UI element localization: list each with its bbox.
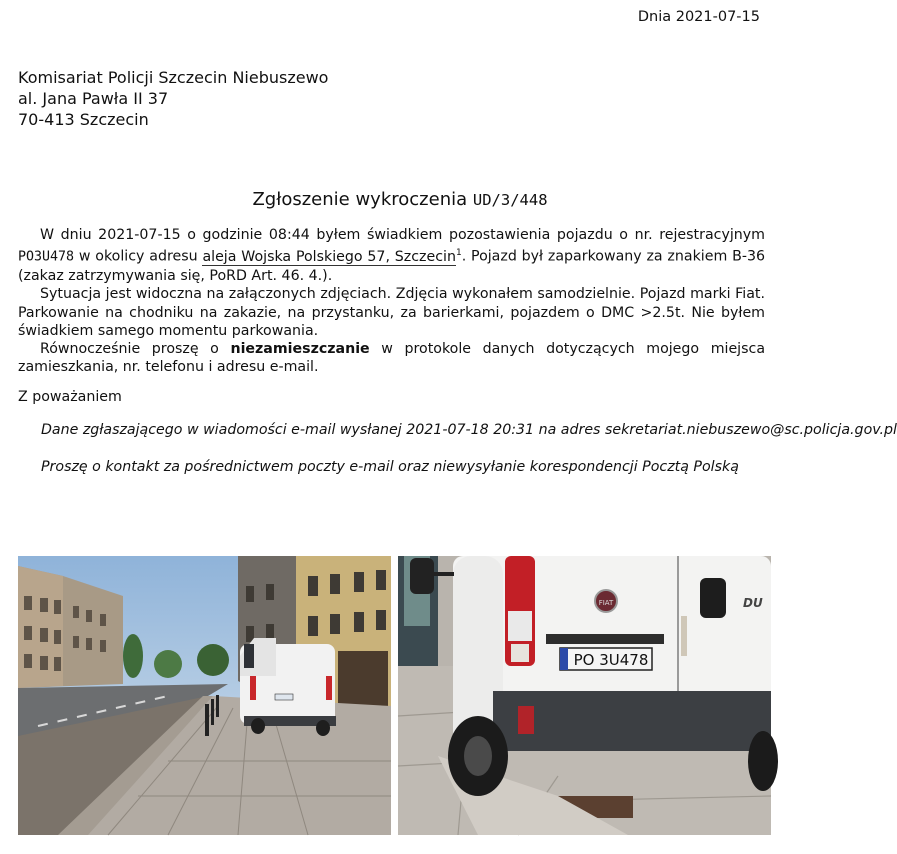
case-code: UD/3/448 [472, 191, 548, 209]
incident-address: aleja Wojska Polskiego 57, Szczecin [202, 248, 456, 265]
report-body [18, 226, 765, 376]
recipient-line-3: 70-413 Szczecin [18, 110, 149, 129]
p1-text-a: W dniu 2021-07-15 o godzinie 08:44 byłem świadkiem pozostawienia pojazdu o nr. rejestracyjnym [40, 227, 765, 243]
p1-text-c: . Pojazd był zaparkowany za znakiem B-36 (zakaz zatrzymywania się, PoRD Art. 46. 4.). [18, 248, 765, 285]
closing: Z poważaniem [18, 389, 122, 405]
p3-bold: niezamieszczanie [230, 340, 370, 357]
license-plate: PO3U478 [18, 249, 75, 265]
model-badge: DU [743, 596, 763, 610]
svg-text:FIAT: FIAT [598, 599, 614, 607]
paragraph-3 [18, 340, 765, 376]
title-text: Zgłoszenie wykroczenia [252, 189, 468, 210]
photo-van-rear [398, 556, 771, 835]
email-note: Dane zgłaszającego w wiadomości e-mail wysłanej 2021-07-18 20:31 na adres sekretariat.niebuszewo@sc.policja.gov.pl [41, 422, 897, 438]
recipient-line-1: Komisariat Policji Szczecin Niebuszewo [18, 68, 329, 87]
recipient-line-2: al. Jana Pawła II 37 [18, 89, 169, 108]
contact-note: Proszę o kontakt za pośrednictwem poczty e-mail oraz niewysyłanie korespondencji Pocztą Polską [41, 459, 739, 475]
footnote-marker: 1 [455, 248, 462, 259]
paragraph-1 [18, 226, 765, 285]
document-date: Dnia 2021-07-15 [637, 9, 760, 25]
p3-text-b: w protokole danych dotyczących mojego miejsca zamieszkania, nr. telefonu i adresu e-mail. [18, 340, 766, 376]
p1-text-b: w okolicy adresu [78, 248, 198, 265]
paragraph-2: Sytuacja jest widoczna na załączonych zdjęciach. Zdjęcia wykonałem samodzielnie. Pojazd marki Fiat. Parkowanie na chodniku na zakazie, na przystanku, za barierkami, pojazdem o DMC >2.5t. Nie byłem świadkiem samego momentu parkowania. [18, 286, 765, 339]
recipient-address [18, 67, 328, 130]
document-title [0, 189, 800, 210]
photo-street-view [18, 556, 391, 835]
p3-text-a: Równocześnie proszę o [40, 340, 219, 357]
license-plate-photo: PO 3U478 [573, 651, 649, 669]
